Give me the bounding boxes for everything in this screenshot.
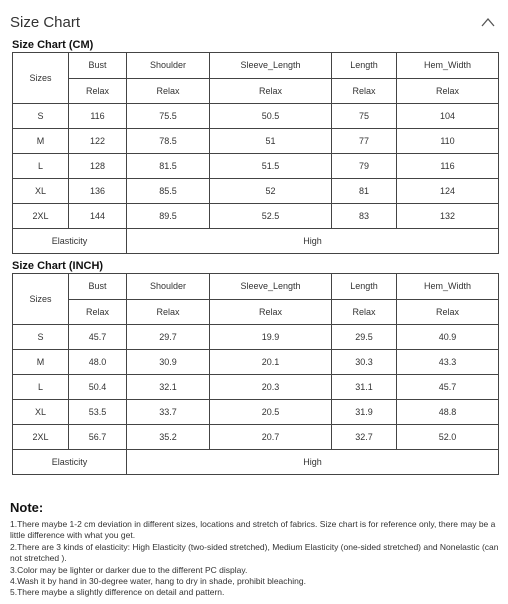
size-label: M	[13, 129, 69, 154]
measurement-cell: 20.3	[210, 375, 332, 400]
note-title: Note:	[10, 500, 44, 515]
measurement-cell: 124	[397, 179, 499, 204]
fit-subheader: Relax	[210, 78, 332, 104]
size-label: M	[13, 350, 69, 375]
measurement-cell: 50.5	[210, 104, 332, 129]
sizes-header: Sizes	[13, 53, 69, 104]
measurement-cell: 48.0	[69, 350, 127, 375]
table-row	[13, 204, 499, 229]
measurement-cell: 128	[69, 154, 127, 179]
note-line: 1.There maybe 1-2 cm deviation in different sizes, locations and stretch of fabrics. Size chart is for reference only, there may be a little difference with what you get.	[10, 519, 496, 541]
table-row	[13, 350, 499, 375]
table-row	[13, 325, 499, 350]
size-chart-header[interactable]	[10, 12, 498, 34]
measurement-cell: 104	[397, 104, 499, 129]
size-label: XL	[13, 400, 69, 425]
note-line: 2.There are 3 kinds of elasticity: High Elasticity (two-sided stretched), Medium Elasticity (one-sided stretched) and Nonelastic (can not stretched ).	[10, 541, 499, 564]
measurement-cell: 20.7	[210, 425, 332, 450]
measurement-cell: 52.0	[397, 425, 499, 450]
column-header: Bust	[69, 53, 127, 79]
measurement-cell: 29.7	[127, 325, 210, 350]
column-header: Sleeve_Length	[210, 274, 332, 300]
cm-table-title: Size Chart (CM)	[12, 39, 94, 51]
table-row	[13, 375, 499, 400]
table-row	[13, 179, 499, 204]
measurement-cell: 79	[332, 154, 397, 179]
table-row	[13, 104, 499, 129]
elasticity-value: High	[127, 229, 499, 254]
column-header: Hem_Width	[397, 53, 499, 79]
measurement-cell: 51.5	[210, 154, 332, 179]
table-row	[13, 425, 499, 450]
elasticity-label: Elasticity	[13, 450, 127, 475]
measurement-cell: 75.5	[127, 104, 210, 129]
table-row	[13, 400, 499, 425]
note-line: 4.Wash it by hand in 30-degree water, hang to dry in shade, prohibit bleaching.	[10, 576, 306, 587]
measurement-cell: 31.1	[332, 375, 397, 400]
column-header: Sleeve_Length	[210, 53, 332, 79]
column-header: Shoulder	[127, 53, 210, 79]
header-row	[13, 53, 499, 79]
measurement-cell: 50.4	[69, 375, 127, 400]
fit-subheader: Relax	[69, 299, 127, 325]
table-row	[13, 129, 499, 154]
elasticity-label: Elasticity	[13, 229, 127, 254]
elasticity-row	[13, 229, 499, 254]
measurement-cell: 77	[332, 129, 397, 154]
note-list	[10, 519, 502, 599]
fit-subheader: Relax	[332, 299, 397, 325]
size-label: XL	[13, 179, 69, 204]
size-table-inch	[12, 273, 499, 475]
measurement-cell: 110	[397, 129, 499, 154]
fit-subheader: Relax	[397, 299, 499, 325]
measurement-cell: 30.9	[127, 350, 210, 375]
elasticity-row	[13, 450, 499, 475]
measurement-cell: 81	[332, 179, 397, 204]
column-header: Bust	[69, 274, 127, 300]
measurement-cell: 45.7	[69, 325, 127, 350]
column-header: Shoulder	[127, 274, 210, 300]
fit-subheader: Relax	[397, 78, 499, 104]
elasticity-value: High	[127, 450, 499, 475]
fit-subheader: Relax	[69, 78, 127, 104]
size-label: L	[13, 375, 69, 400]
measurement-cell: 48.8	[397, 400, 499, 425]
size-table-cm	[12, 52, 499, 254]
size-label: S	[13, 325, 69, 350]
measurement-cell: 136	[69, 179, 127, 204]
subheader-row	[13, 299, 499, 325]
measurement-cell: 35.2	[127, 425, 210, 450]
measurement-cell: 30.3	[332, 350, 397, 375]
measurement-cell: 45.7	[397, 375, 499, 400]
measurement-cell: 29.5	[332, 325, 397, 350]
measurement-cell: 53.5	[69, 400, 127, 425]
measurement-cell: 32.1	[127, 375, 210, 400]
column-header: Hem_Width	[397, 274, 499, 300]
fit-subheader: Relax	[127, 78, 210, 104]
size-label: 2XL	[13, 425, 69, 450]
measurement-cell: 85.5	[127, 179, 210, 204]
measurement-cell: 122	[69, 129, 127, 154]
measurement-cell: 32.7	[332, 425, 397, 450]
measurement-cell: 19.9	[210, 325, 332, 350]
measurement-cell: 116	[397, 154, 499, 179]
note-line: 5.There maybe a slightly difference on detail and pattern.	[10, 587, 225, 598]
column-header: Length	[332, 53, 397, 79]
measurement-cell: 43.3	[397, 350, 499, 375]
measurement-cell: 56.7	[69, 425, 127, 450]
measurement-cell: 116	[69, 104, 127, 129]
column-header: Length	[332, 274, 397, 300]
measurement-cell: 78.5	[127, 129, 210, 154]
measurement-cell: 51	[210, 129, 332, 154]
measurement-cell: 89.5	[127, 204, 210, 229]
measurement-cell: 40.9	[397, 325, 499, 350]
size-chart-title: Size Chart	[10, 14, 81, 31]
measurement-cell: 144	[69, 204, 127, 229]
note-line: 3.Color may be lighter or darker due to the different PC display.	[10, 564, 248, 575]
measurement-cell: 83	[332, 204, 397, 229]
sizes-header: Sizes	[13, 274, 69, 325]
fit-subheader: Relax	[210, 299, 332, 325]
table-row	[13, 154, 499, 179]
measurement-cell: 31.9	[332, 400, 397, 425]
measurement-cell: 52	[210, 179, 332, 204]
chevron-up-icon[interactable]	[480, 16, 496, 28]
measurement-cell: 132	[397, 204, 499, 229]
measurement-cell: 75	[332, 104, 397, 129]
size-label: L	[13, 154, 69, 179]
fit-subheader: Relax	[127, 299, 210, 325]
measurement-cell: 20.1	[210, 350, 332, 375]
size-label: S	[13, 104, 69, 129]
measurement-cell: 33.7	[127, 400, 210, 425]
header-row	[13, 274, 499, 300]
measurement-cell: 20.5	[210, 400, 332, 425]
size-label: 2XL	[13, 204, 69, 229]
fit-subheader: Relax	[332, 78, 397, 104]
subheader-row	[13, 78, 499, 104]
measurement-cell: 81.5	[127, 154, 210, 179]
measurement-cell: 52.5	[210, 204, 332, 229]
inch-table-title: Size Chart (INCH)	[12, 260, 104, 272]
